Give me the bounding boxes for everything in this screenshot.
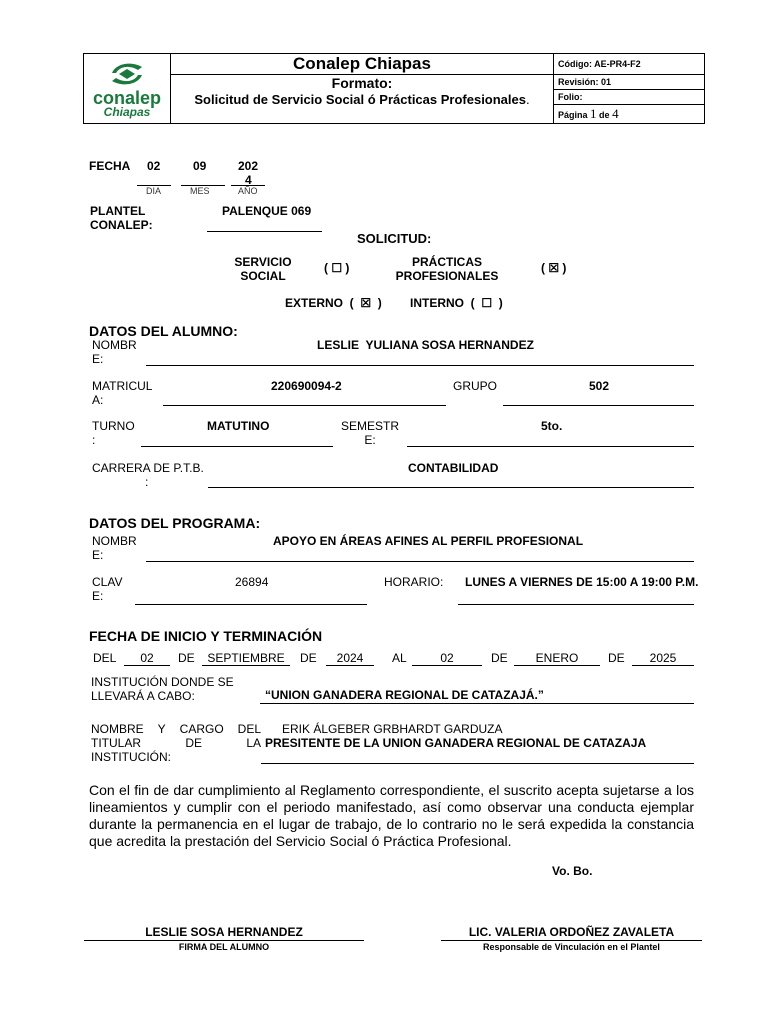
vobo-label: Vo. Bo. [552,864,593,878]
programa-nombre-underline [146,561,694,562]
programa-section-title: DATOS DEL PROGRAMA: [89,515,261,531]
alumno-firma-cargo: FIRMA DEL ALUMNO [178,942,270,952]
anio-caption: AÑO [238,186,258,196]
carrera-underline [208,487,694,488]
fecha-dia: 02 [147,159,161,173]
titular-w5: TITULAR [91,736,142,750]
matricula-underline [163,405,446,406]
titular-nombre: ERIK ÁLGEBER GRBHARDT GARDUZA [282,722,503,736]
alumno-section-title: DATOS DEL ALUMNO: [89,323,238,339]
turno-value: MATUTINO [207,419,270,433]
revision: Revisión: 01 [558,77,612,87]
programa-nombre-l1: NOMBR [92,534,137,548]
declaracion-l4: que acredita la prestación del Servicio Social ó Práctica Profesional. [89,833,512,849]
codigo-cell [554,54,705,75]
clave-l2: E: [92,589,104,603]
periodo-dia-inicio: 02 [140,651,154,665]
pagina-total: 4 [612,106,619,121]
pagina-de: de [599,110,610,120]
declaracion-l2: lineamientos y cumplir con el periodo manifestado, así como observar una conducta ejemplar [89,799,694,815]
conalep-logo-icon [92,59,162,89]
servicio-social-checkbox[interactable]: ( ☐ ) [324,261,350,275]
periodo-mes-fin: ENERO [535,651,579,665]
periodo-section-title: FECHA DE INICIO Y TERMINACIÓN [89,628,323,644]
alumno-nombre-label [92,338,137,366]
servicio-l2: SOCIAL [240,269,286,283]
periodo-mes-inicio: SEPTIEMBRE [207,651,285,665]
alumno-nombre-value: LESLIE YULIANA SOSA HERNANDEZ [317,338,534,352]
logo-text: conalep [92,88,162,108]
dia-fin-underline [412,665,482,666]
form-title: Solicitud de Servicio Social ó Prácticas Profesionales [194,92,526,107]
titular-w3: CARGO [179,722,224,736]
responsable-firma-line [441,940,702,941]
alumno-nombre-l2: E: [92,352,104,366]
formato-cell [171,75,554,124]
programa-nombre-label [92,534,137,562]
folio-cell [554,90,705,105]
periodo-de2: DE [300,651,317,665]
mes-fin-underline [514,665,600,666]
logo-cell [84,54,171,124]
solicitud-title: SOLICITUD: [357,231,432,246]
periodo-dia-fin: 02 [440,651,454,665]
carrera-label [92,461,204,489]
declaracion-paragraph [89,782,694,850]
practicas-l1: PRÁCTICAS [411,255,482,269]
carrera-l1: CARRERA DE P.T.B. [92,461,204,475]
alumno-nombre-l1: NOMBR [92,338,137,352]
semestre-l1: SEMESTR [340,419,399,433]
logo-sub: Chiapas [103,105,151,119]
horario-value: LUNES A VIERNES DE 15:00 A 19:00 P.M. [465,575,699,589]
matricula-l2: A: [92,393,104,407]
carrera-value: CONTABILIDAD [408,461,499,475]
titular-underline [261,763,694,764]
periodo-de1: DE [178,651,195,665]
codigo: Código: AE-PR4-F2 [558,59,641,69]
header-table [83,53,705,124]
servicio-l1: SERVICIO [234,255,292,269]
titular-w6: DE [185,736,202,750]
alumno-firma-line [84,940,364,941]
dia-caption: DIA [146,186,162,196]
semestre-label [340,419,400,447]
matricula-value: 220690094-2 [271,379,342,393]
anio-fin-underline [632,665,694,666]
programa-nombre-value: APOYO EN ÁREAS AFINES AL PERFIL PROFESIONAL [273,534,584,548]
anio-inicio-underline [326,665,374,666]
turno-l2: : [92,433,96,447]
clave-label [92,575,122,603]
dia-inicio-underline [124,665,170,666]
revision-cell [554,75,705,90]
grupo-label: GRUPO [453,379,498,393]
fecha-anio-l2: 4 [245,173,252,187]
plantel-label-l1: PLANTEL [90,204,146,218]
externo-checkbox[interactable]: EXTERNO ( ☒ ) [285,296,382,310]
form-title-dot: . [526,92,530,107]
clave-underline [135,604,367,605]
plantel-value: PALENQUE 069 [222,204,312,218]
interno-checkbox[interactable]: INTERNO ( ☐ ) [410,296,503,310]
semestre-l2: E: [364,433,376,447]
horario-underline [458,604,694,605]
folio: Folio: [558,92,583,102]
institucion-l2: LLEVARÁ A CABO: [91,689,195,703]
practicas-checkbox[interactable]: ( ☒ ) [541,261,567,275]
periodo-de3: DE [491,651,508,665]
titular-w4: DEL [237,722,261,736]
mes-caption: MES [190,186,210,196]
titular-label-row3: INSTITUCIÓN: [91,750,171,764]
pagina-cell [554,105,705,124]
programa-nombre-l2: E: [92,548,104,562]
carrera-l2: : [145,475,149,489]
titular-w7: LA [246,736,261,750]
titular-label-row1 [91,722,261,736]
fecha-label: FECHA [89,159,131,173]
pagina-num: 1 [590,106,597,121]
periodo-del: DEL [93,651,117,665]
servicio-social-label [228,255,298,283]
practicas-l2: PROFESIONALES [395,269,499,283]
practicas-label [388,255,506,283]
semestre-underline [407,446,694,447]
clave-l1: CLAV [92,575,123,589]
declaracion-l3: durante la permanencia en el lugar de trabajo, de lo contrario no le será expedida la constancia [89,816,694,832]
institucion-value: “UNION GANADERA REGIONAL DE CATAZAJÁ.” [265,688,544,702]
alumno-nombre-underline [146,365,694,366]
matricula-label [92,379,152,407]
formato-label: Formato: [331,75,393,91]
org-name: Conalep Chiapas [293,54,431,73]
titular-label-row2 [91,736,261,750]
alumno-firma-nombre: LESLIE SOSA HERNANDEZ [145,925,303,939]
institucion-l1: INSTITUCIÓN DONDE SE [91,675,234,689]
titular-cargo: PRESITENTE DE LA UNION GANADERA REGIONAL DE CATAZAJA [265,736,647,750]
org-cell [171,54,554,75]
responsable-firma-cargo: Responsable de Vinculación en el Plantel [483,942,660,952]
horario-label: HORARIO: [384,575,444,589]
matricula-l1: MATRICUL [92,379,153,393]
turno-label [92,419,135,447]
form-title-wrap [171,91,553,109]
plantel-underline [207,231,322,232]
mes-inicio-underline [202,665,290,666]
institucion-underline [260,703,694,704]
turno-underline [141,446,333,447]
grupo-value: 502 [589,379,610,393]
periodo-anio-fin: 2025 [649,651,677,665]
turno-l1: TURNO [92,419,135,433]
plantel-label [90,204,153,232]
plantel-label-l2: CONALEP: [90,218,153,232]
semestre-value: 5to. [541,419,563,433]
periodo-anio-inicio: 2024 [336,651,364,665]
periodo-de4: DE [608,651,625,665]
titular-w2: Y [157,722,166,736]
fecha-anio-l1: 202 [238,159,259,173]
responsable-firma-nombre: LIC. VALERIA ORDOÑEZ ZAVALETA [468,925,675,939]
titular-w1: NOMBRE [91,722,144,736]
grupo-underline [503,405,694,406]
declaracion-l1: Con el fin de dar cumplimiento al Reglamento correspondiente, el suscrito acepta sujetarse a los [89,782,694,798]
periodo-al: AL [392,651,407,665]
pagina-label: Página [558,110,588,120]
institucion-label [91,675,234,703]
clave-value: 26894 [235,575,269,589]
fecha-mes: 09 [193,159,207,173]
titular-label [91,722,261,764]
